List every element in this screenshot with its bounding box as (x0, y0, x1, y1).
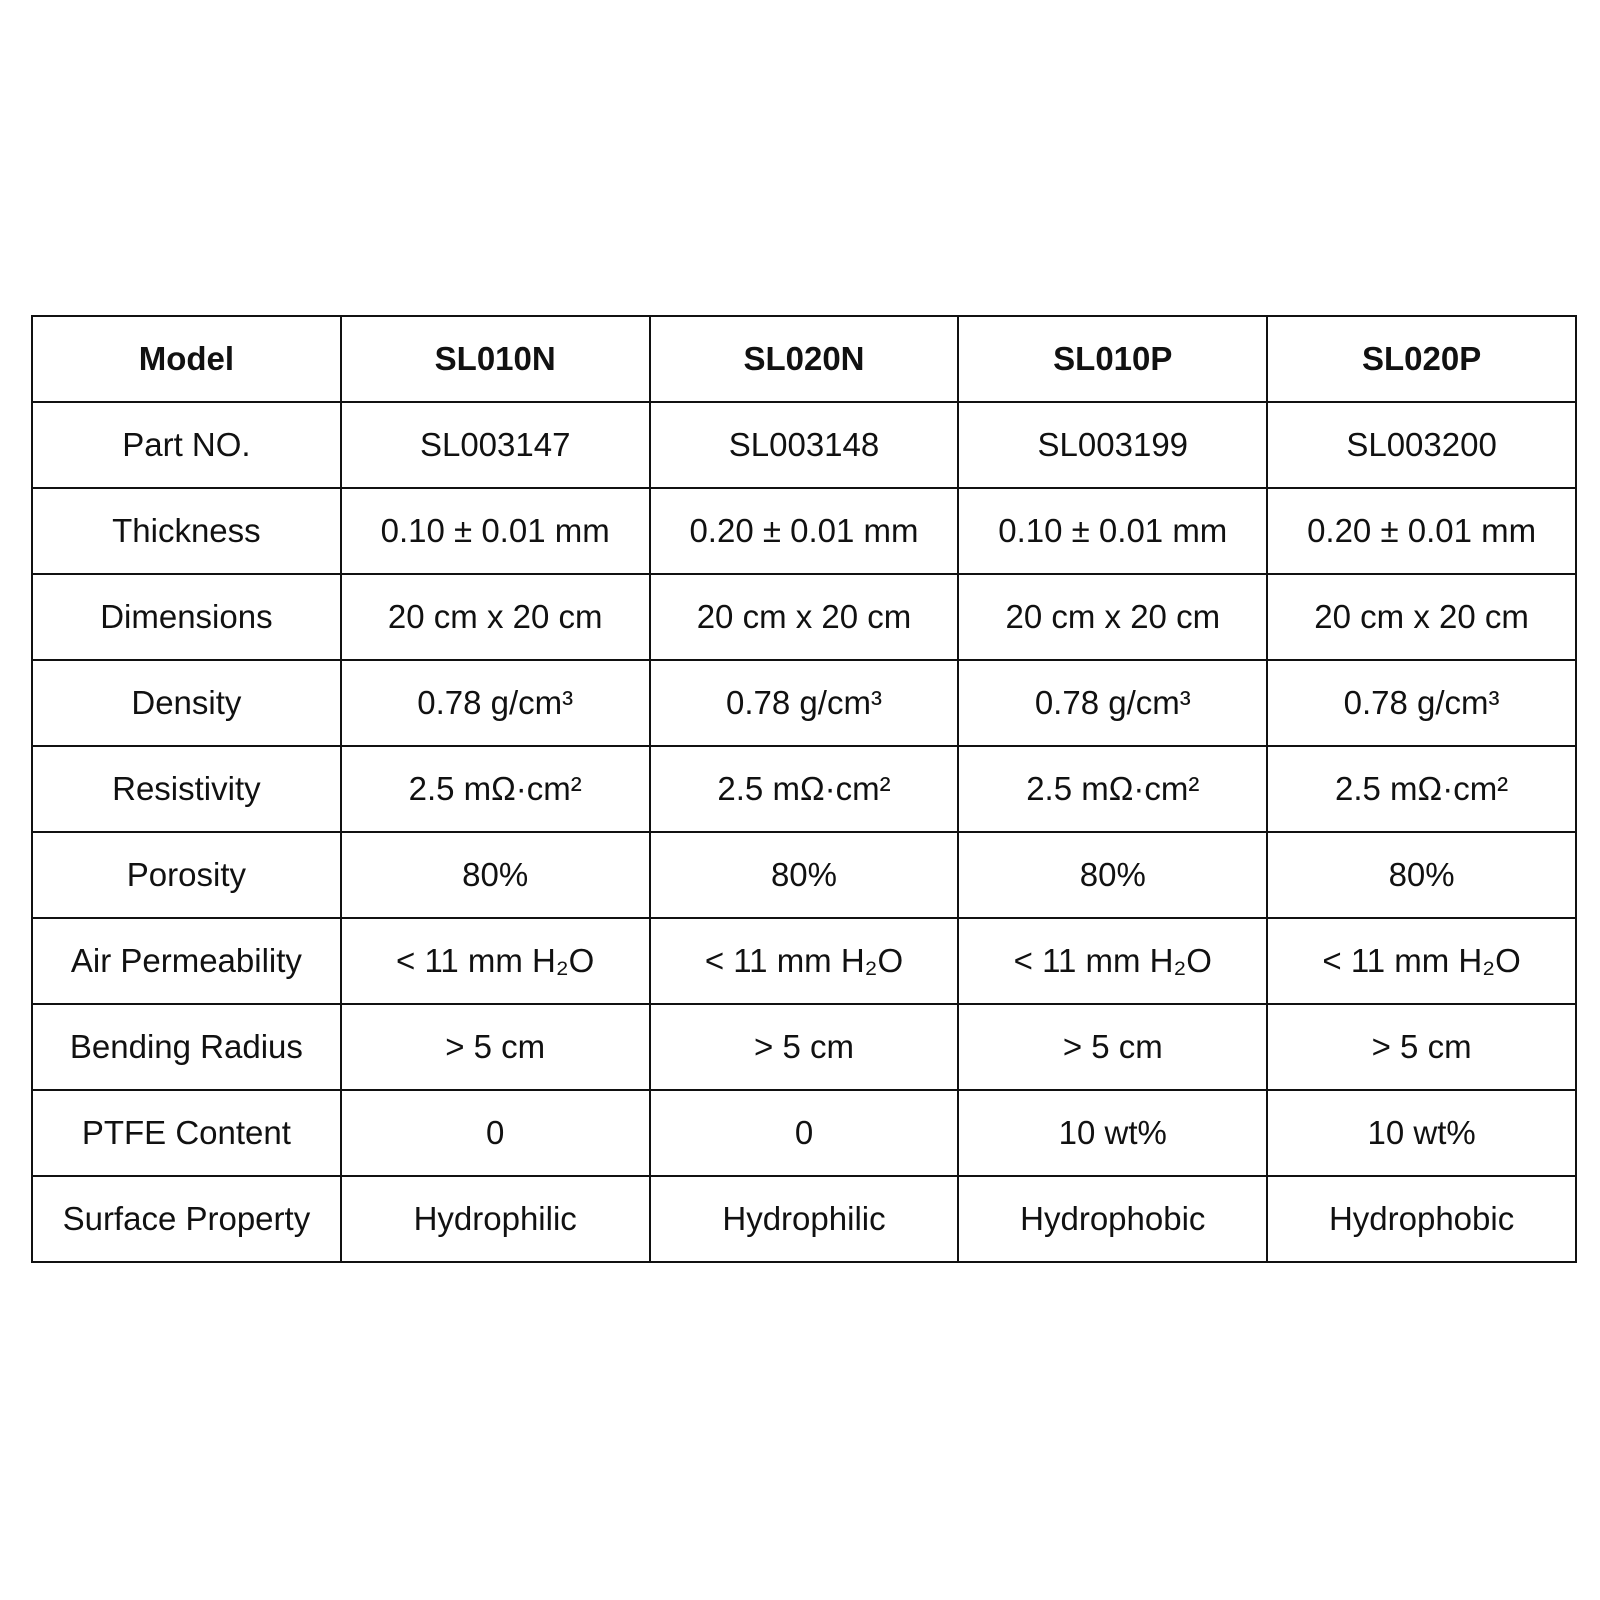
table-cell: Hydrophobic (958, 1176, 1267, 1262)
table-cell: Hydrophilic (650, 1176, 959, 1262)
table-cell: 80% (1267, 832, 1576, 918)
table-cell: 20 cm x 20 cm (650, 574, 959, 660)
table-cell: 2.5 mΩ·cm² (341, 746, 650, 832)
table-cell: > 5 cm (1267, 1004, 1576, 1090)
row-label: PTFE Content (32, 1090, 341, 1176)
table-cell: 0 (341, 1090, 650, 1176)
table-cell: 0 (650, 1090, 959, 1176)
table-cell: 10 wt% (1267, 1090, 1576, 1176)
row-label: Air Permeability (32, 918, 341, 1004)
table-row-part-no (32, 402, 1576, 488)
row-label: Surface Property (32, 1176, 341, 1262)
table-cell: 0.78 g/cm³ (341, 660, 650, 746)
table-cell: 0.78 g/cm³ (1267, 660, 1576, 746)
row-label: Resistivity (32, 746, 341, 832)
table-row-air-permeability (32, 918, 1576, 1004)
table-row-porosity (32, 832, 1576, 918)
table-row-ptfe-content (32, 1090, 1576, 1176)
row-label: Density (32, 660, 341, 746)
table-cell: 80% (650, 832, 959, 918)
header-cell-sl020n: SL020N (650, 316, 959, 402)
row-label: Dimensions (32, 574, 341, 660)
header-cell-model: Model (32, 316, 341, 402)
header-row (32, 316, 1576, 402)
row-label: Porosity (32, 832, 341, 918)
table-cell: 0.10 ± 0.01 mm (341, 488, 650, 574)
table-cell: SL003148 (650, 402, 959, 488)
table-cell: 0.20 ± 0.01 mm (650, 488, 959, 574)
table-cell: Hydrophobic (1267, 1176, 1576, 1262)
table-cell: 80% (341, 832, 650, 918)
table-row-surface-property (32, 1176, 1576, 1262)
header-cell-sl010p: SL010P (958, 316, 1267, 402)
header-cell-sl020p: SL020P (1267, 316, 1576, 402)
spec-table (31, 315, 1577, 1263)
table-cell: SL003199 (958, 402, 1267, 488)
table-cell: < 11 mm H₂O (341, 918, 650, 1004)
table-row-thickness (32, 488, 1576, 574)
table-cell: 2.5 mΩ·cm² (650, 746, 959, 832)
table-cell: 20 cm x 20 cm (1267, 574, 1576, 660)
row-label: Bending Radius (32, 1004, 341, 1090)
table-cell: 10 wt% (958, 1090, 1267, 1176)
table-cell: SL003200 (1267, 402, 1576, 488)
table-cell: 0.10 ± 0.01 mm (958, 488, 1267, 574)
table-row-bending-radius (32, 1004, 1576, 1090)
table-cell: > 5 cm (958, 1004, 1267, 1090)
table-cell: > 5 cm (341, 1004, 650, 1090)
table-row-resistivity (32, 746, 1576, 832)
row-label: Part NO. (32, 402, 341, 488)
table-cell: > 5 cm (650, 1004, 959, 1090)
table-cell: 0.20 ± 0.01 mm (1267, 488, 1576, 574)
table-cell: 80% (958, 832, 1267, 918)
row-label: Thickness (32, 488, 341, 574)
table-cell: < 11 mm H₂O (650, 918, 959, 1004)
table-row-dimensions (32, 574, 1576, 660)
table-cell: < 11 mm H₂O (1267, 918, 1576, 1004)
table-cell: SL003147 (341, 402, 650, 488)
table-cell: 20 cm x 20 cm (341, 574, 650, 660)
table-cell: 2.5 mΩ·cm² (1267, 746, 1576, 832)
table-cell: 20 cm x 20 cm (958, 574, 1267, 660)
table-cell: 0.78 g/cm³ (958, 660, 1267, 746)
table-cell: < 11 mm H₂O (958, 918, 1267, 1004)
table-row-density (32, 660, 1576, 746)
table-cell: 0.78 g/cm³ (650, 660, 959, 746)
table-cell: Hydrophilic (341, 1176, 650, 1262)
header-cell-sl010n: SL010N (341, 316, 650, 402)
table-cell: 2.5 mΩ·cm² (958, 746, 1267, 832)
